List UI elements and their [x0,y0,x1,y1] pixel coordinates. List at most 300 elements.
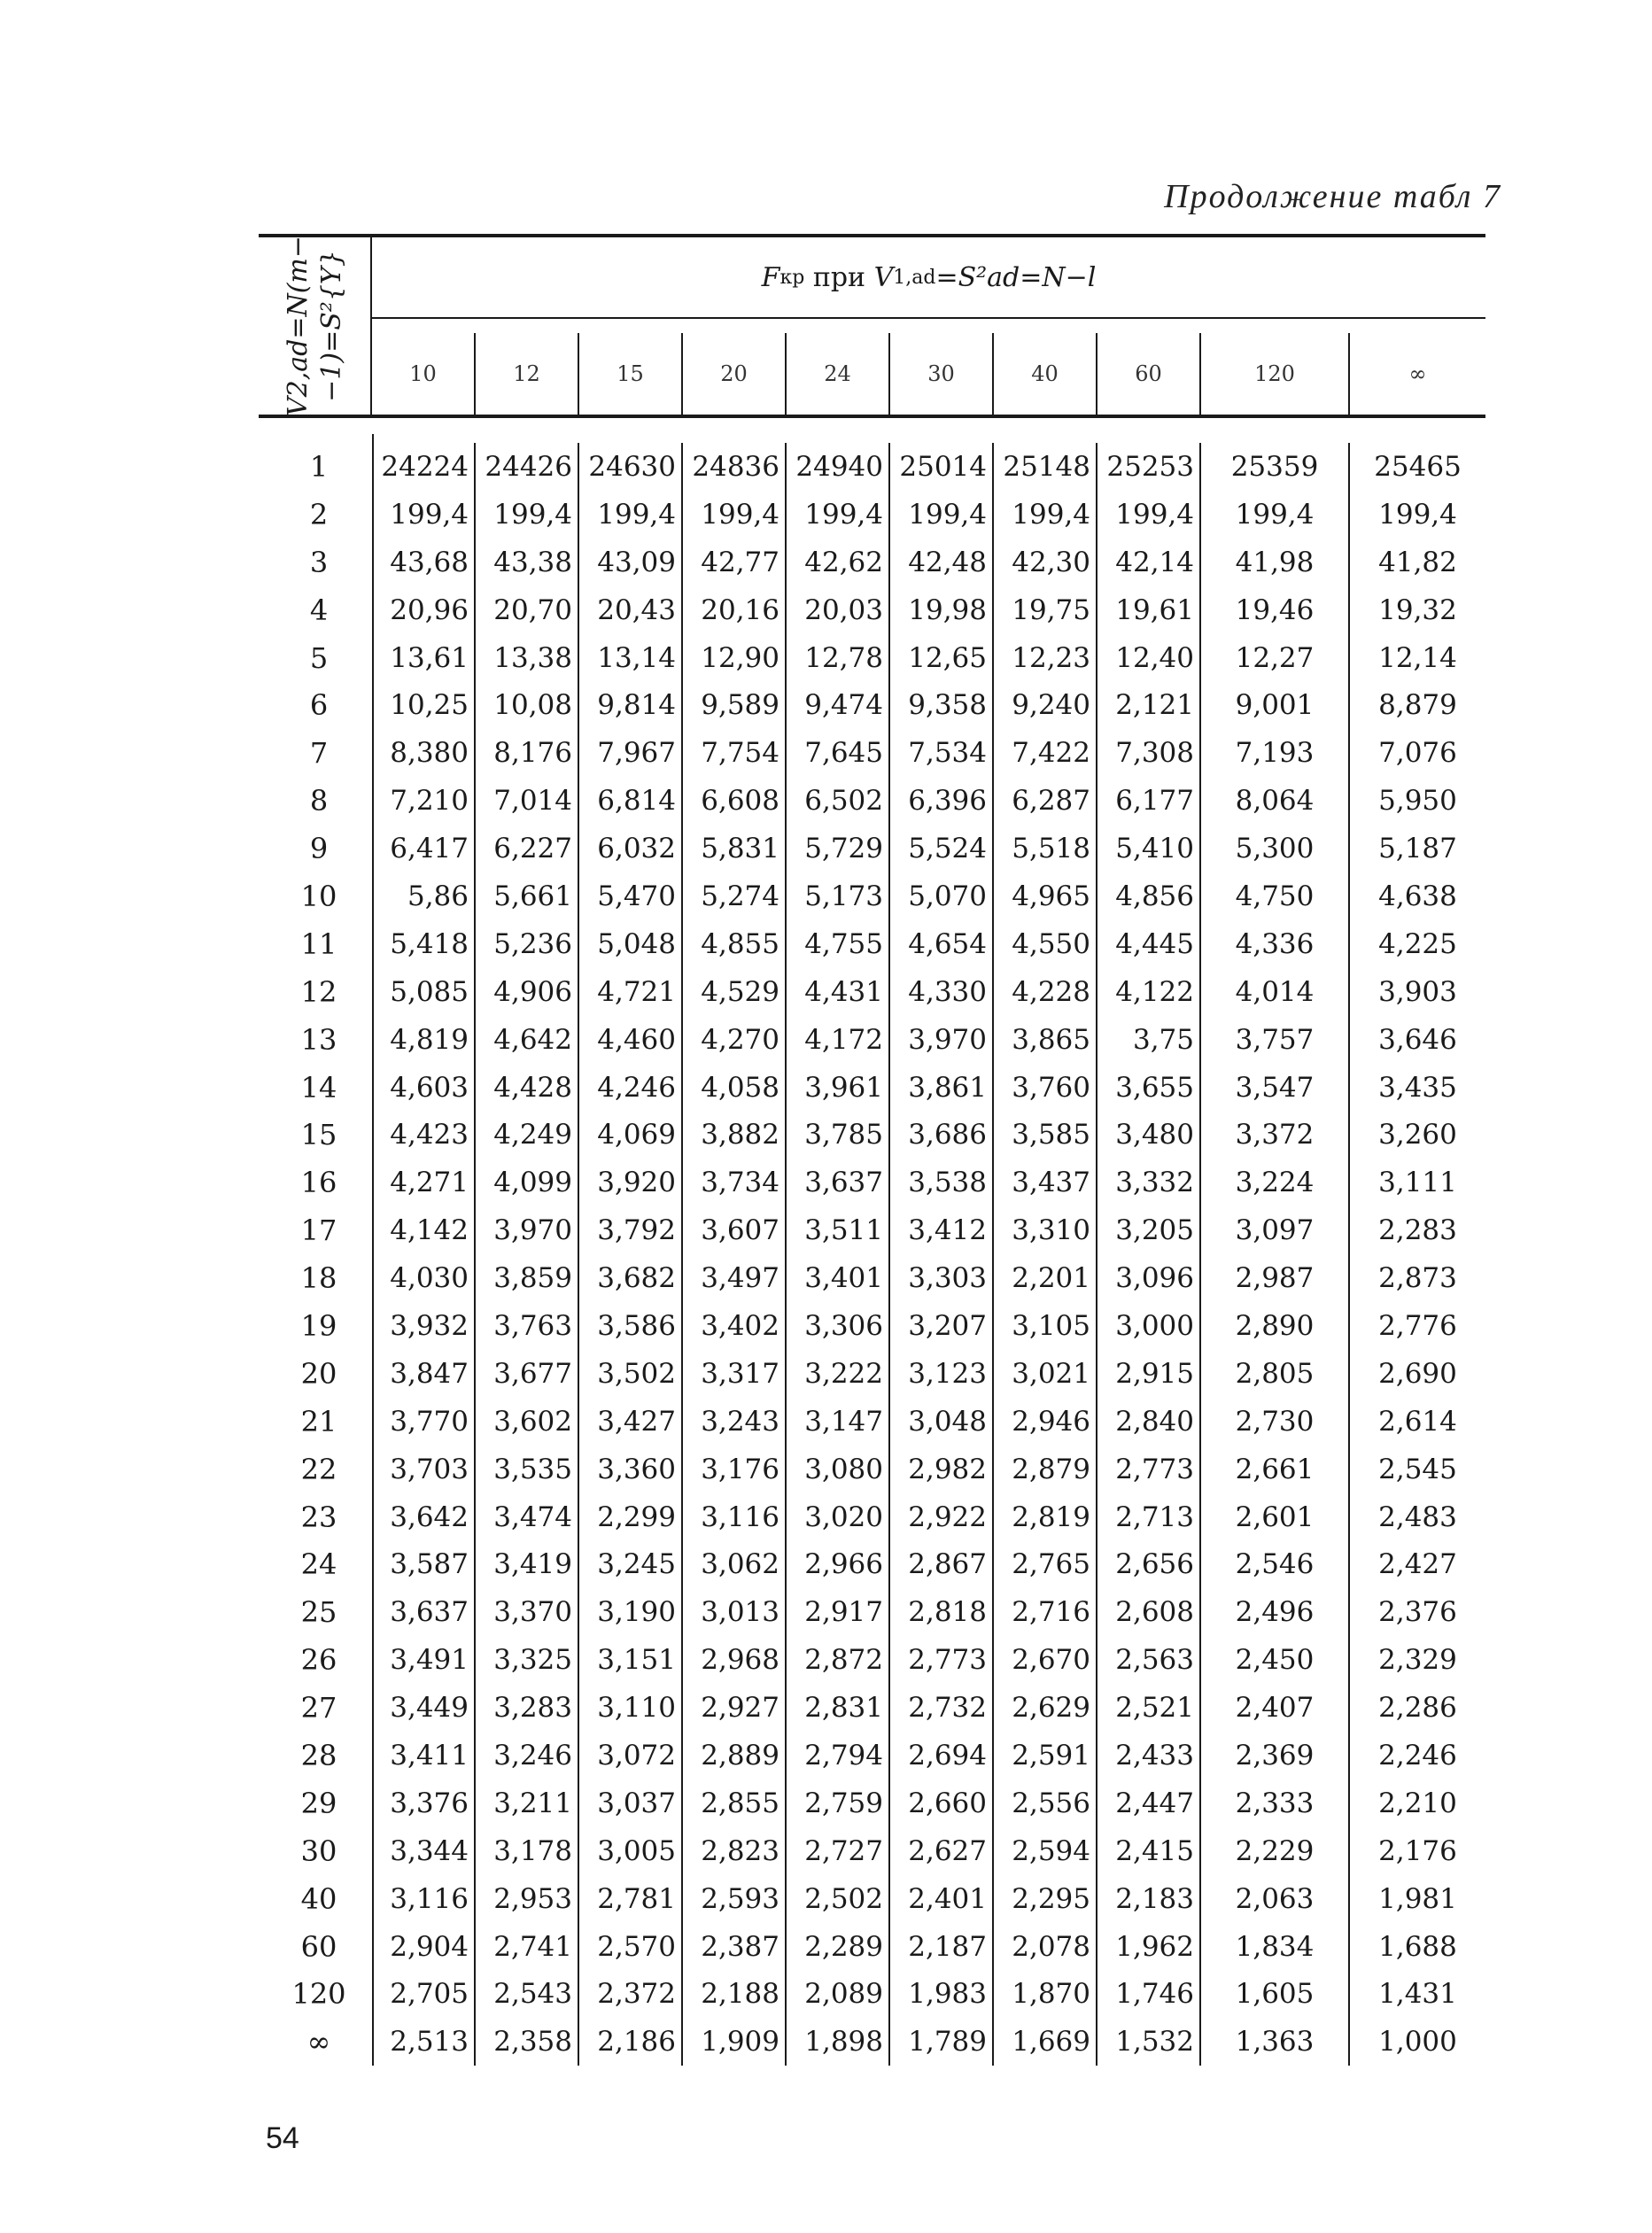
table-cell: 24940 [787,443,890,491]
table-cell: 199,4 [1378,498,1457,531]
row-label: 24 [300,1547,337,1582]
table-cell: 12,14 [1378,641,1457,674]
row-label: 19 [300,1308,337,1343]
table-cell: 5,410 [1097,825,1201,872]
column-header: ∞ [1408,361,1427,386]
table-cell: 2,889 [683,1732,787,1779]
table-cell: 3,222 [787,1350,890,1398]
table-cell: 199,4 [1201,491,1350,539]
table-row [259,872,1485,920]
column-header: 20 [683,333,787,415]
table-cell: 6,177 [1097,777,1201,825]
table-cell: 2,656 [1097,1540,1201,1588]
table-cell: 24836 [683,443,787,491]
row-label: 30 [300,1834,337,1868]
table-cell: 43,38 [476,539,579,586]
table-cell: 7,014 [476,777,579,825]
table-cell: 10,25 [372,681,476,729]
table-cell: 19,46 [1201,586,1350,634]
table-cell: 2,570 [579,1923,683,1971]
row-label: 29 [300,1786,337,1820]
table-cell: 2,982 [890,1446,994,1493]
table-cell: 5,048 [579,920,683,968]
table-cell: 3,111 [1378,1167,1457,1199]
table-cell: 2,329 [1378,1644,1457,1677]
table-cell: 2,694 [890,1732,994,1779]
table-cell: 2,450 [1201,1636,1350,1684]
table-row [259,968,1485,1016]
table-cell: 4,638 [1378,880,1457,912]
row-header-line1: V2,ad=N(m− [283,235,314,417]
table-cell: 4,142 [372,1206,476,1254]
table-cell: 2,063 [1201,1875,1350,1923]
table-cell: 43,09 [579,539,683,586]
column-group-header [372,237,1485,319]
table-cell: 4,603 [372,1064,476,1112]
table-cell: 3,970 [476,1206,579,1254]
table-cell: 5,86 [372,872,476,920]
table-cell: 7,422 [994,729,1097,777]
table-cell: 3,585 [994,1111,1097,1159]
table-cell: 6,502 [787,777,890,825]
table-cell: 2,176 [1378,1834,1457,1867]
table-cell: 2,513 [372,2018,476,2066]
table-cell: 5,518 [994,825,1097,872]
column-header: 15 [579,333,683,415]
table-cell: 3,682 [579,1254,683,1302]
row-label: 13 [300,1022,337,1057]
table-cell: 5,950 [1378,785,1457,818]
table-cell: 2,818 [890,1588,994,1636]
table-cell: 42,62 [787,539,890,586]
table-cell: 3,970 [890,1016,994,1064]
row-label: 1 [309,449,329,484]
table-cell: 2,433 [1097,1732,1201,1779]
table-row [259,681,1485,729]
table-cell: 41,98 [1201,539,1350,586]
table-cell: 3,703 [372,1446,476,1493]
table-cell: 5,661 [476,872,579,920]
table-cell: 3,75 [1097,1016,1201,1064]
table-cell: 13,14 [579,634,683,682]
table-cell: 3,903 [1378,975,1457,1008]
header-bottom-rule [259,415,1485,418]
row-header-line2: −1)=S²{Y} [316,250,347,402]
table-cell: 2,730 [1201,1398,1350,1446]
table-cell: 2,188 [683,1971,787,2019]
row-label: 120 [291,1977,346,2012]
table-row [259,1016,1485,1064]
table-cell: 3,491 [372,1636,476,1684]
v-symbol: V [873,261,894,293]
table-cell: 2,765 [994,1540,1097,1588]
table-cell: 3,411 [372,1732,476,1779]
table-cell: 2,543 [476,1971,579,2019]
table-cell: 20,03 [787,586,890,634]
table-cell: 4,431 [787,968,890,1016]
table-cell: 3,586 [579,1302,683,1350]
table-cell: 5,274 [683,872,787,920]
table-row [259,777,1485,825]
table-cell: 5,300 [1201,825,1350,872]
table-cell: 3,770 [372,1398,476,1446]
table-cell: 2,867 [890,1540,994,1588]
table-cell: 4,721 [579,968,683,1016]
table-cell: 2,372 [579,1971,683,2019]
row-label: 11 [300,927,337,961]
table-cell: 2,946 [994,1398,1097,1446]
table-cell: 3,370 [476,1588,579,1636]
table-cell: 3,283 [476,1684,579,1732]
table-cell: 3,310 [994,1206,1097,1254]
table-cell: 3,865 [994,1016,1097,1064]
table-cell: 1,669 [994,2018,1097,2066]
table-cell: 2,121 [1097,681,1201,729]
table-cell: 25253 [1097,443,1201,491]
table-cell: 12,78 [787,634,890,682]
f-symbol: F [761,261,780,293]
table-cell: 8,879 [1378,689,1457,722]
table-cell: 1,898 [787,2018,890,2066]
table-cell: 2,716 [994,1588,1097,1636]
table-cell: 6,396 [890,777,994,825]
table-caption: Продолжение табл 7 [1164,178,1501,215]
table-cell: 199,4 [994,491,1097,539]
table-cell: 4,654 [890,920,994,968]
table-row [259,2018,1485,2066]
table-cell: 3,785 [787,1111,890,1159]
table-cell: 19,61 [1097,586,1201,634]
table-cell: 3,497 [683,1254,787,1302]
table-cell: 4,122 [1097,968,1201,1016]
table-row [259,1111,1485,1159]
table-cell: 2,407 [1201,1684,1350,1732]
table-row [259,825,1485,872]
table-cell: 2,776 [1378,1309,1457,1342]
table-row [259,586,1485,634]
table-cell: 3,920 [579,1159,683,1206]
row-label: 8 [309,784,329,818]
table-cell: 3,317 [683,1350,787,1398]
table-cell: 6,814 [579,777,683,825]
table-cell: 9,240 [994,681,1097,729]
table-cell: 1,834 [1201,1923,1350,1971]
table-row [259,539,1485,586]
table-cell: 41,82 [1378,546,1457,578]
table-cell: 4,172 [787,1016,890,1064]
table-cell: 2,855 [683,1779,787,1827]
table-cell: 12,40 [1097,634,1201,682]
table-cell: 9,589 [683,681,787,729]
table-cell: 9,358 [890,681,994,729]
table-cell: 3,021 [994,1350,1097,1398]
row-label: 12 [300,974,337,1009]
table-cell: 3,332 [1097,1159,1201,1206]
row-label: 5 [309,640,329,675]
table-cell: 3,538 [890,1159,994,1206]
table-cell: 2,727 [787,1827,890,1875]
table-cell: 3,547 [1201,1064,1350,1112]
table-cell: 2,078 [994,1923,1097,1971]
table-cell: 2,773 [890,1636,994,1684]
table-cell: 2,840 [1097,1398,1201,1446]
table-cell: 1,000 [1378,2026,1457,2059]
table-cell: 2,661 [1201,1446,1350,1493]
column-header: 12 [476,333,579,415]
table-cell: 5,831 [683,825,787,872]
table-cell: 3,757 [1201,1016,1350,1064]
table-cell: 3,587 [372,1540,476,1588]
table-cell: 7,308 [1097,729,1201,777]
table-cell: 7,210 [372,777,476,825]
row-label: 2 [309,497,329,531]
table-cell: 3,686 [890,1111,994,1159]
table-cell: 2,545 [1378,1453,1457,1485]
table-cell: 5,173 [787,872,890,920]
table-cell: 1,789 [890,2018,994,2066]
table-cell: 3,080 [787,1446,890,1493]
table-cell: 2,187 [890,1923,994,1971]
table-cell: 42,30 [994,539,1097,586]
table-row [259,443,1485,491]
table-cell: 19,75 [994,586,1097,634]
table-cell: 6,417 [372,825,476,872]
table-cell: 3,151 [579,1636,683,1684]
table-cell: 3,147 [787,1398,890,1446]
table-cell: 4,460 [579,1016,683,1064]
table-cell: 4,906 [476,968,579,1016]
table-cell: 6,032 [579,825,683,872]
table-cell: 3,502 [579,1350,683,1398]
table-cell: 25148 [994,443,1097,491]
table-cell: 2,210 [1378,1787,1457,1819]
table-row [259,1446,1485,1493]
table-cell: 12,23 [994,634,1097,682]
table-row [259,1350,1485,1398]
table-cell: 4,642 [476,1016,579,1064]
table-cell: 3,190 [579,1588,683,1636]
table-cell: 2,601 [1201,1493,1350,1541]
table-cell: 3,207 [890,1302,994,1350]
table-cell: 2,805 [1201,1350,1350,1398]
table-cell: 3,303 [890,1254,994,1302]
table-cell: 199,4 [787,491,890,539]
table-cell: 3,013 [683,1588,787,1636]
table-cell: 199,4 [683,491,787,539]
row-label: 27 [300,1691,337,1725]
row-header-label [282,236,349,416]
table-cell: 1,532 [1097,2018,1201,2066]
row-label: 10 [300,879,337,913]
table-cell: 10,08 [476,681,579,729]
table-cell: 2,713 [1097,1493,1201,1541]
row-label: 16 [300,1166,337,1200]
table-cell: 2,831 [787,1684,890,1732]
table-row [259,1398,1485,1446]
table-cell: 3,861 [890,1064,994,1112]
table-row [259,1779,1485,1827]
table-cell: 2,968 [683,1636,787,1684]
table-cell: 2,229 [1201,1827,1350,1875]
table-cell: 3,677 [476,1350,579,1398]
table-row [259,1540,1485,1588]
table-cell: 3,437 [994,1159,1097,1206]
table-cell: 8,380 [372,729,476,777]
table-cell: 3,105 [994,1302,1097,1350]
row-label: 14 [300,1070,337,1105]
table-cell: 2,186 [579,2018,683,2066]
table-cell: 2,591 [994,1732,1097,1779]
table-cell: 7,645 [787,729,890,777]
table-cell: 1,605 [1201,1971,1350,2019]
table-cell: 2,966 [787,1540,890,1588]
table-cell: 4,270 [683,1016,787,1064]
table-cell: 3,792 [579,1206,683,1254]
table-cell: 3,419 [476,1540,579,1588]
table-cell: 9,814 [579,681,683,729]
table-cell: 4,550 [994,920,1097,968]
table-cell: 5,418 [372,920,476,968]
table-cell: 2,089 [787,1971,890,2019]
table-cell: 3,123 [890,1350,994,1398]
table-cell: 3,763 [476,1302,579,1350]
table-cell: 3,412 [890,1206,994,1254]
table-cell: 2,732 [890,1684,994,1732]
table-cell: 4,249 [476,1111,579,1159]
table-cell: 3,020 [787,1493,890,1541]
table-cell: 3,932 [372,1302,476,1350]
row-label: 21 [300,1404,337,1438]
row-label: 18 [300,1261,337,1296]
row-label: 4 [309,593,329,627]
table-cell: 3,211 [476,1779,579,1827]
f-subscript: кр [779,266,805,289]
table-cell: 3,760 [994,1064,1097,1112]
row-label: 26 [300,1643,337,1678]
table-cell: 42,48 [890,539,994,586]
table-cell: 4,750 [1201,872,1350,920]
table-cell: 3,401 [787,1254,890,1302]
table-cell: 199,4 [890,491,994,539]
table-cell: 3,260 [1378,1119,1457,1151]
table-cell: 3,646 [1378,1023,1457,1056]
page-number: 54 [266,2121,299,2155]
row-label: 3 [309,545,329,579]
table-cell: 2,289 [787,1923,890,1971]
table-header [259,237,1485,415]
table-cell: 4,855 [683,920,787,968]
table-cell: 5,236 [476,920,579,968]
table-cell: 2,629 [994,1684,1097,1732]
table-cell: 4,014 [1201,968,1350,1016]
table-cell: 4,271 [372,1159,476,1206]
column-header: 40 [994,333,1097,415]
table-cell: 2,917 [787,1588,890,1636]
column-header: 30 [890,333,994,415]
table-cell: 43,68 [372,539,476,586]
table-cell: 2,915 [1097,1350,1201,1398]
table-cell: 4,228 [994,968,1097,1016]
table-cell: 2,447 [1097,1779,1201,1827]
row-label: 40 [300,1881,337,1916]
table-cell: 1,363 [1201,2018,1350,2066]
table-cell: 4,428 [476,1064,579,1112]
table-cell: 3,511 [787,1206,890,1254]
table-cell: 1,870 [994,1971,1097,2019]
table-cell: 3,637 [372,1588,476,1636]
table-cell: 4,755 [787,920,890,968]
table-row [259,1159,1485,1206]
table-cell: 3,246 [476,1732,579,1779]
table-cell: 2,556 [994,1779,1097,1827]
table-cell: 2,608 [1097,1588,1201,1636]
table-cell: 2,546 [1201,1540,1350,1588]
table-row [259,1254,1485,1302]
row-label: 9 [309,832,329,866]
table-cell: 2,823 [683,1827,787,1875]
table-row [259,634,1485,682]
table-cell: 3,882 [683,1111,787,1159]
column-header: 24 [787,333,890,415]
table-cell: 3,859 [476,1254,579,1302]
table-cell: 4,529 [683,968,787,1016]
row-label: 60 [300,1929,337,1964]
table-cell: 2,819 [994,1493,1097,1541]
table-cell: 3,224 [1201,1159,1350,1206]
table-cell: 6,227 [476,825,579,872]
table-row [259,1064,1485,1112]
table-cell: 6,608 [683,777,787,825]
row-label: 7 [309,736,329,771]
row-label: 6 [309,688,329,723]
table-cell: 20,43 [579,586,683,634]
table-cell: 4,058 [683,1064,787,1112]
table-cell: 8,064 [1201,777,1350,825]
table-cell: 3,435 [1378,1071,1457,1104]
table-cell: 1,962 [1097,1923,1201,1971]
table-cell: 4,819 [372,1016,476,1064]
table-cell: 2,246 [1378,1739,1457,1772]
column-headers [372,333,1485,415]
table-cell: 12,27 [1201,634,1350,682]
table-row [259,1875,1485,1923]
table-cell: 3,655 [1097,1064,1201,1112]
table-cell: 1,909 [683,2018,787,2066]
table-cell: 7,967 [579,729,683,777]
table-cell: 20,96 [372,586,476,634]
table-cell: 3,110 [579,1684,683,1732]
table-cell: 24224 [372,443,476,491]
table-cell: 2,705 [372,1971,476,2019]
table-cell: 3,427 [579,1398,683,1446]
table-cell: 3,535 [476,1446,579,1493]
table-cell: 4,336 [1201,920,1350,968]
table-cell: 3,116 [683,1493,787,1541]
table-cell: 2,369 [1201,1732,1350,1779]
table-cell: 3,402 [683,1302,787,1350]
table-cell: 25465 [1374,450,1462,483]
table-cell: 3,325 [476,1636,579,1684]
table-row [259,920,1485,968]
table-cell: 7,534 [890,729,994,777]
table-cell: 2,904 [372,1923,476,1971]
table-cell: 9,474 [787,681,890,729]
table-cell: 3,344 [372,1827,476,1875]
table-cell: 2,563 [1097,1636,1201,1684]
table-cell: 3,360 [579,1446,683,1493]
table-row [259,1206,1485,1254]
table-cell: 2,794 [787,1732,890,1779]
